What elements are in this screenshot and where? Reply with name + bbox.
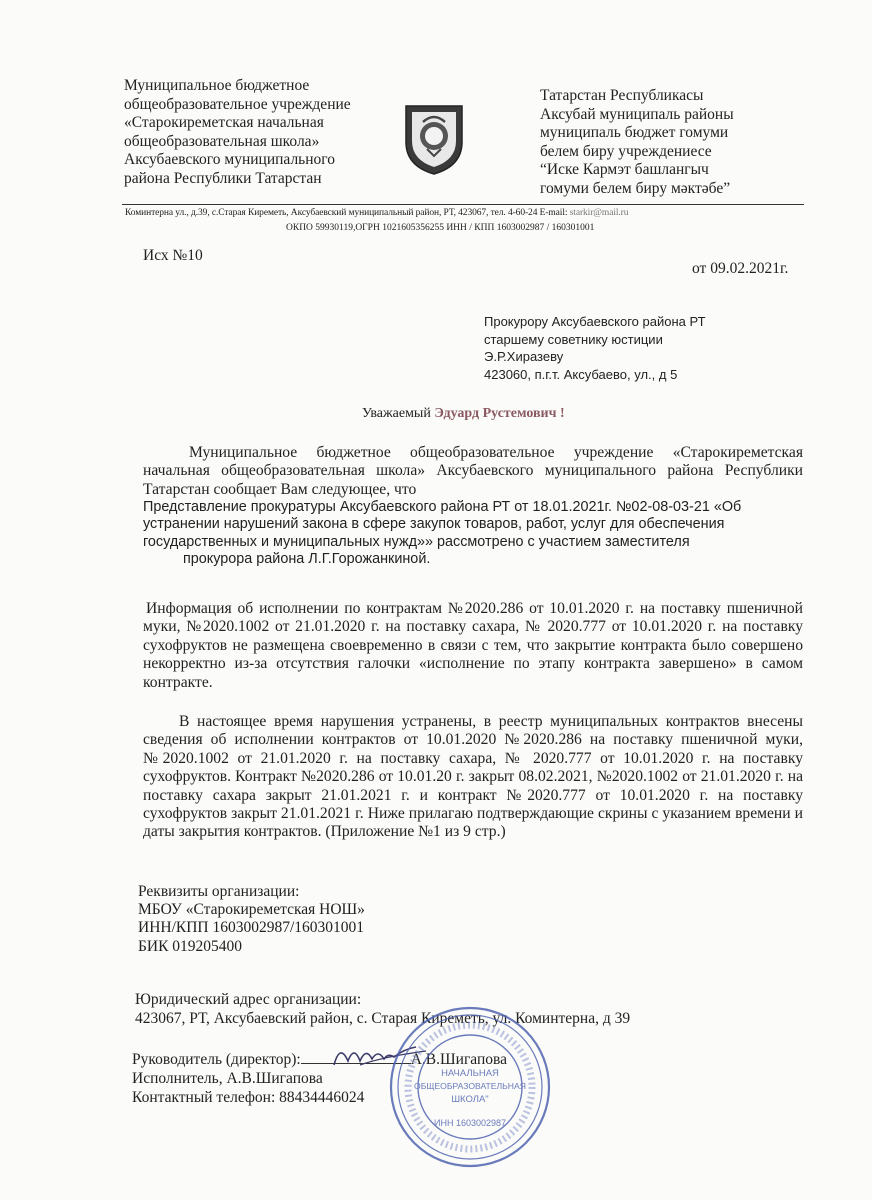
seal-text-line: ОБЩЕОБРАЗОВАТЕЛЬНАЯ	[414, 1081, 526, 1091]
header-right-line: Аксубай муниципаль районы	[540, 105, 734, 123]
header-left-line: общеобразовательная школа»	[124, 132, 320, 150]
outgoing-number: Исх №10	[143, 247, 203, 264]
recipient-line: 423060, п.г.т. Аксубаево, ул., д 5	[484, 366, 678, 382]
greeting-prefix: Уважаемый	[362, 406, 435, 421]
header-right-line: муниципаль бюджет гомуми	[540, 124, 729, 142]
header-left-line: Аксубаевского муниципального	[124, 151, 336, 169]
paragraph-information: Информация об исполнении по контрактам №2020.286 от 10.01.2020 г. на поставку пшеничной муки, №2020.1002 от 21.01.2020 г. на поставку сахара, № 2020.777 от 10.01.2020 г. на поставку сухофруктов не размещена своевременно в связи с тем, что закрытие контракта было совершено некорректно из-за отсутствия галочки «исполнение по этапу контракта завершено» в самом контракте.	[143, 600, 803, 691]
header-right-line: белем биру учреждениесе	[540, 142, 712, 160]
header-right-line: “Иске Кармэт башлангыч	[540, 161, 709, 179]
paragraph-line: государственных и муниципальных нужд»» рассмотрено с участием заместителя	[143, 533, 690, 550]
header-org-name-ru	[124, 77, 394, 189]
greeting-name: Эдуард Рустемович !	[434, 406, 565, 421]
paragraph-line: устранении нарушений закона в сфере закупок товаров, работ, услуг для обеспечения	[143, 516, 725, 533]
legal-address	[135, 990, 630, 1028]
header-left-line: Муниципальное бюджетное	[124, 77, 310, 94]
header-org-name-tt	[540, 87, 840, 199]
greeting	[362, 406, 565, 422]
letter-date: от 09.02.2021г.	[692, 260, 789, 277]
seal-text-line: ШКОЛА"	[451, 1094, 489, 1105]
legal-address-value: 423067, РТ, Аксубаевский район, с. Старая Киреметь, ул. Коминтерна, д 39	[135, 1010, 631, 1027]
header-left-line: общеобразовательное учреждение	[124, 95, 351, 113]
paragraph-line: прокурора района Л.Г.Горожанкиной.	[183, 551, 431, 568]
paragraph-representation	[143, 499, 803, 569]
organization-requisites	[138, 883, 365, 956]
requisites-line: ИНН/КПП 1603002987/160301001	[138, 919, 365, 937]
recipient-line: старшему советнику юстиции	[484, 331, 663, 347]
paragraph-resolution: В настоящее время нарушения устранены, в реестр муниципальных контрактов внесены сведения об исполнении контрактов от 10.01.2020 №2020.286 на поставку пшеничной муки, №2020.1002 от 21.01.2020 г. на поставку сахара, № 2020.777 от 10.01.2020 г. на поставку сухофруктов. Контракт №2020.286 от 10.01.20 г. закрыт 08.02.2021, №2020.1002 от 21.01.2020 г. на поставку сахара закрыт 21.01.2021 г. и контракт №2020.777 от 10.01.2020 г. на поставку сухофруктов закрыт 21.01.2021 г. Ниже прилагаю подтверждающие скрины с указанием времени и даты закрытия контрактов. (Приложение №1 из 9 стр.)	[143, 713, 803, 841]
header-left-line: «Старокиреметская начальная	[124, 114, 324, 132]
legal-address-title: Юридический адрес организации:	[135, 991, 362, 1008]
header-codes: ОКПО 59930119,ОГРН 1021605356255 ИНН / КПП 1603002987 / 160301001	[286, 223, 595, 233]
address-line: Коминтерна ул., д.39, с.Старая Киреметь, Аксубаевский муниципальный район, РТ, 423067, тел. 4-60-24 E-mail:	[125, 208, 568, 218]
recipient-block	[484, 313, 706, 383]
requisites-line: БИК 019205400	[138, 937, 243, 955]
coat-of-arms-icon	[403, 100, 465, 176]
head-label: Руководитель (директор):	[132, 1051, 301, 1068]
header-address	[125, 208, 628, 218]
requisites-title: Реквизиты организации:	[138, 883, 300, 900]
paragraph-line: Представление прокуратуры Аксубаевского района РТ от 18.01.2021г. №02-08-03-21 «Об	[143, 499, 742, 515]
seal-inn: ИНН 1603002987	[433, 1118, 507, 1128]
executor-line: Исполнитель, А.В.Шигапова	[132, 1069, 323, 1087]
recipient-line: Э.Р.Хиразеву	[484, 349, 564, 364]
head-name: А.В.Шигапова	[410, 1051, 508, 1068]
official-seal	[388, 1004, 552, 1170]
header-right-line: Татарстан Республикасы	[540, 87, 704, 104]
requisites-line: МБОУ «Старокиреметская НОШ»	[138, 901, 365, 919]
contact-phone: Контактный телефон: 88434446024	[132, 1088, 365, 1106]
header-left-line: района Республики Татарстан	[124, 169, 322, 187]
seal-text-line: НАЧАЛЬНАЯ	[441, 1068, 499, 1079]
paragraph-intro: Муниципальное бюджетное общеобразовательное учреждение «Старокиреметская начальная общеобразовательная школа» Аксубаевского муниципального района Республики Татарстан сообщает Вам следующее, что	[143, 444, 803, 498]
email-link[interactable]: starkir@mail.ru	[569, 208, 629, 218]
header-divider	[122, 204, 804, 205]
recipient-line: Прокурору Аксубаевского района РТ	[484, 314, 706, 329]
header-right-line: гомуми белем биру мәктәбе”	[540, 179, 731, 197]
